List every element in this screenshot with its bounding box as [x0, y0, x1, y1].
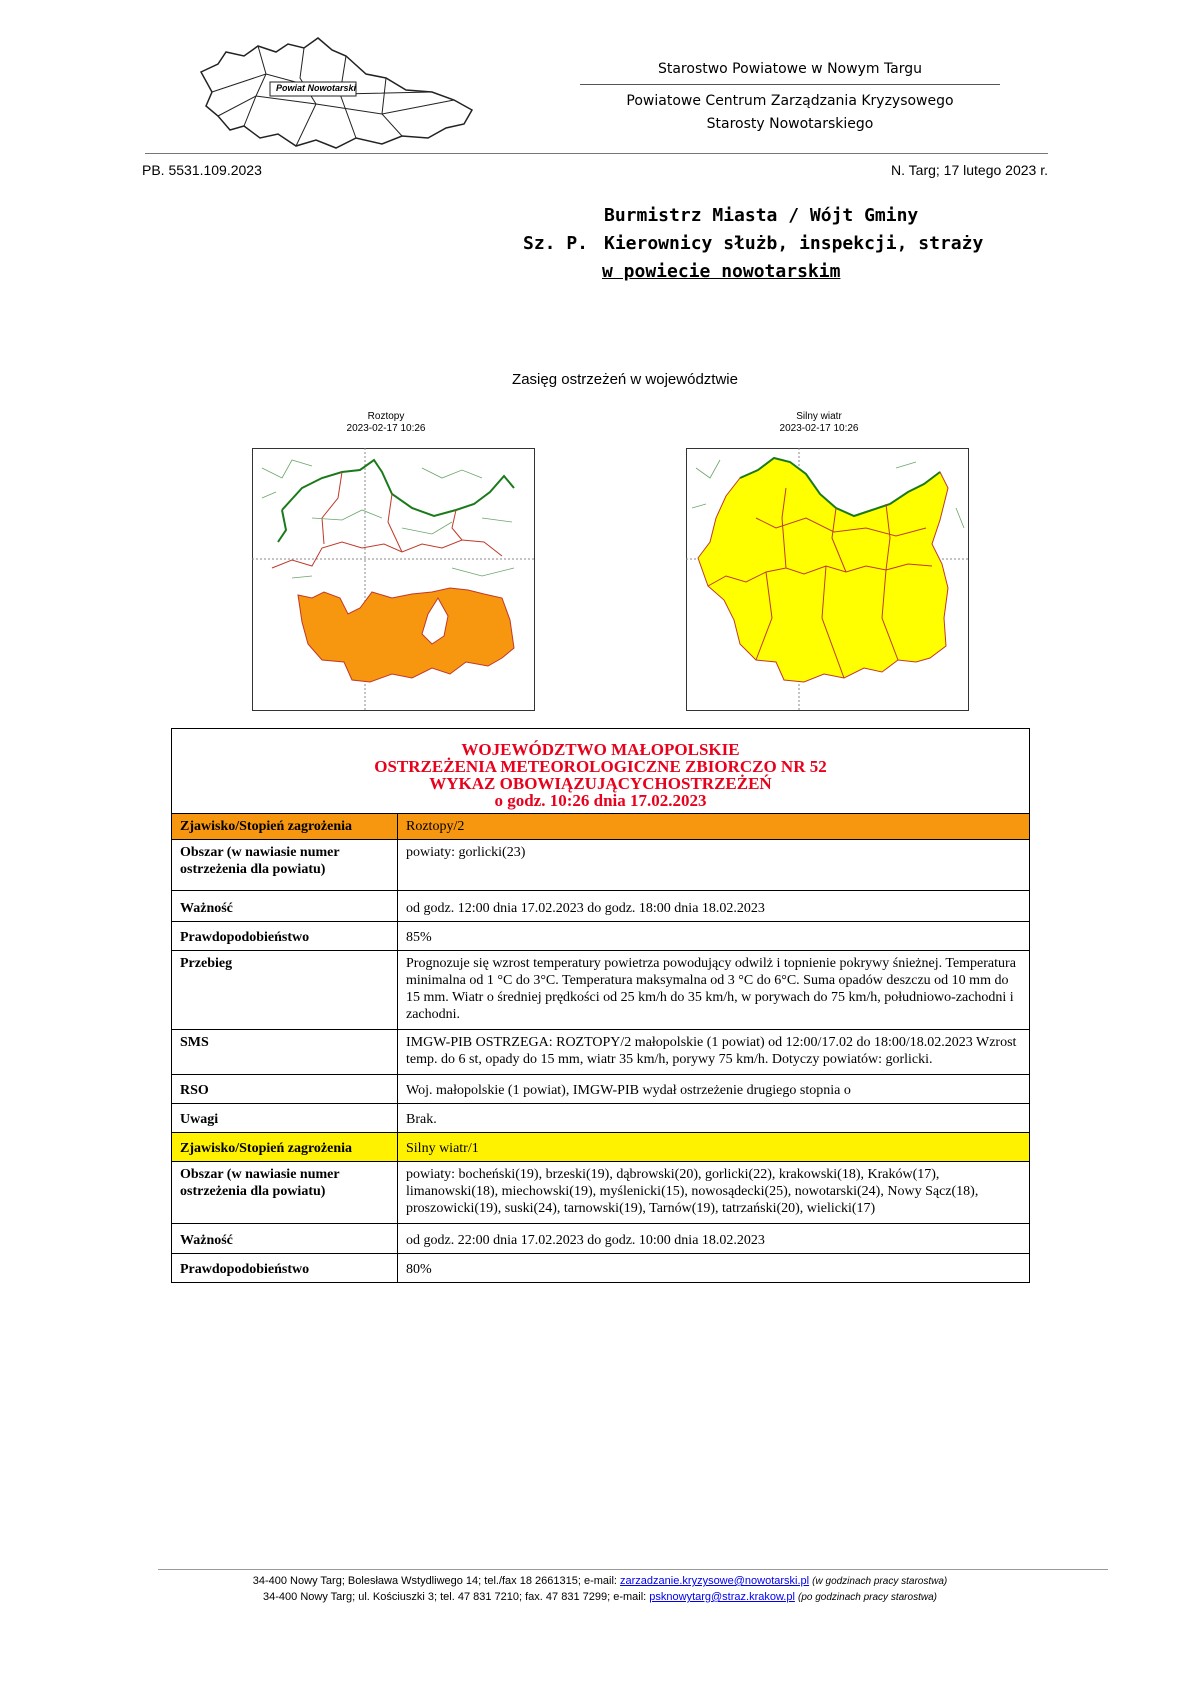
- org-name: Starostwo Powiatowe w Nowym Targu: [657, 61, 923, 77]
- table-row: [172, 1224, 1030, 1254]
- row-label: Obszar (w nawiasie numer ostrzeżenia dla powiatu): [172, 840, 398, 891]
- title-line-2: OSTRZEŻENIA METEOROLOGICZNE ZBIORCZO NR 52: [374, 757, 827, 776]
- footer-note-1: (w godzinach pracy starostwa): [812, 1576, 948, 1587]
- table-row: [172, 1075, 1030, 1104]
- footer-note-2: (po godzinach pracy starostwa): [798, 1592, 937, 1603]
- course-value: Prognozuje się wzrost temperatury powietrza powodujący odwilż i topnienie pokrywy śnieżnej. Temperatura minimalna od 1 °C do 3°C. Temperatura maksymalna od 3 °C do 6°C. Suma opadów deszczu od 10 mm do 15 mm. Wiatr o średniej prędkości od 25 km/h do 35 km/h, w porywach do 75 km/h, południowo-zachodni i zachodni.: [398, 951, 1030, 1030]
- table-row: [172, 840, 1030, 891]
- email-link-crisis[interactable]: zarzadzanie.kryzysowe@nowotarski.pl: [620, 1575, 810, 1587]
- row-label: RSO: [172, 1075, 398, 1104]
- row-label: Prawdopodobieństwo: [172, 1254, 398, 1283]
- table-row: [172, 814, 1030, 840]
- title-line-3: WYKAZ OBOWIĄZUJĄCYCHOSTRZEŻEŃ: [429, 774, 772, 793]
- footer-line-1: [100, 1575, 1100, 1587]
- logo-label: Powiat Nowotarski: [276, 83, 357, 93]
- table-row: [172, 1133, 1030, 1162]
- addressee-line1: Burmistrz Miasta / Wójt Gminy: [604, 205, 919, 226]
- validity-value: od godz. 22:00 dnia 17.02.2023 do godz. 10:00 dnia 18.02.2023: [398, 1224, 1030, 1254]
- area-value: powiaty: gorlicki(23): [398, 840, 1030, 891]
- row-label: Zjawisko/Stopień zagrożenia: [172, 1133, 398, 1162]
- row-label: Obszar (w nawiasie numer ostrzeżenia dla powiatu): [172, 1162, 398, 1224]
- map-right-title: Silny wiatr: [796, 411, 842, 422]
- row-label: Zjawisko/Stopień zagrożenia: [172, 814, 398, 840]
- title-line-1: WOJEWÓDZTWO MAŁOPOLSKIE: [461, 740, 740, 759]
- footer-address-2: 34-400 Nowy Targ; ul. Kościuszki 3; tel. 47 831 7210; fax. 47 831 7299; e-mail:: [263, 1591, 650, 1603]
- phenomenon-value: Roztopy/2: [398, 814, 1030, 840]
- phenomenon-value: Silny wiatr/1: [398, 1133, 1030, 1162]
- table-row: [172, 1030, 1030, 1075]
- row-label: Przebieg: [172, 951, 398, 1030]
- table-row: [172, 1254, 1030, 1283]
- maps-caption: Zasięg ostrzeżeń w województwie: [512, 371, 738, 388]
- header-rule-short: [580, 84, 1000, 85]
- email-link-fire[interactable]: psknowytarg@straz.krakow.pl: [649, 1591, 795, 1603]
- footer-address-1: 34-400 Nowy Targ; Bolesława Wstydliwego 14; tel./fax 18 2661315; e-mail:: [252, 1575, 621, 1587]
- map-left-title: Roztopy: [367, 411, 405, 422]
- validity-value: od godz. 12:00 dnia 17.02.2023 do godz. 18:00 dnia 18.02.2023: [398, 891, 1030, 922]
- addressee-prefix: Sz. P.: [523, 233, 589, 254]
- table-row: [172, 951, 1030, 1030]
- row-label: SMS: [172, 1030, 398, 1075]
- title-line-4: o godz. 10:26 dnia 17.02.2023: [494, 791, 707, 810]
- row-label: Ważność: [172, 891, 398, 922]
- warnings-title: [172, 729, 1030, 814]
- header-rule-long: [145, 153, 1048, 154]
- map-right-timestamp: 2023-02-17 10:26: [779, 423, 859, 434]
- probability-value: 80%: [398, 1254, 1030, 1283]
- sms-value: IMGW-PIB OSTRZEGA: ROZTOPY/2 małopolskie (1 powiat) od 12:00/17.02 do 18:00/18.02.2023 Wzrost temp. do 6 st, opady do 15 mm, wiatr 35 km/h, porywy 75 km/h. Dotyczy powiatów: gorlicki.: [398, 1030, 1030, 1075]
- rso-value: Woj. małopolskie (1 powiat), IMGW-PIB wydał ostrzeżenie drugiego stopnia o: [398, 1075, 1030, 1104]
- org-unit: Powiatowe Centrum Zarządzania Kryzysowego: [626, 93, 954, 109]
- table-row: [172, 922, 1030, 951]
- org-unit-sub: Starosty Nowotarskiego: [706, 116, 874, 132]
- warnings-table: [171, 728, 1030, 1283]
- table-row: [172, 891, 1030, 922]
- place-date: N. Targ; 17 lutego 2023 r.: [891, 162, 1048, 178]
- map-left-timestamp: 2023-02-17 10:26: [346, 423, 426, 434]
- row-label: Ważność: [172, 1224, 398, 1254]
- notes-value: Brak.: [398, 1104, 1030, 1133]
- county-logo: [196, 34, 486, 154]
- addressee-line3: w powiecie nowotarskim: [602, 261, 841, 282]
- map-left: [252, 448, 535, 711]
- addressee-line2: Kierownicy służb, inspekcji, straży: [604, 233, 984, 254]
- footer-line-2: [100, 1591, 1100, 1603]
- map-right: [686, 448, 969, 711]
- table-row: [172, 1162, 1030, 1224]
- table-row: [172, 1104, 1030, 1133]
- probability-value: 85%: [398, 922, 1030, 951]
- area-value: powiaty: bocheński(19), brzeski(19), dąbrowski(20), gorlicki(22), krakowski(18), Kraków(17), limanowski(18), miechowski(19), myślenicki(15), nowosądecki(25), nowotarski(24), Nowy Sącz(18), proszowicki(19), suski(24), tarnowski(19), Tarnów(19), tatrzański(20), wielicki(17): [398, 1162, 1030, 1224]
- row-label: Prawdopodobieństwo: [172, 922, 398, 951]
- reference-number: PB. 5531.109.2023: [142, 162, 262, 178]
- row-label: Uwagi: [172, 1104, 398, 1133]
- footer-rule: [158, 1569, 1108, 1570]
